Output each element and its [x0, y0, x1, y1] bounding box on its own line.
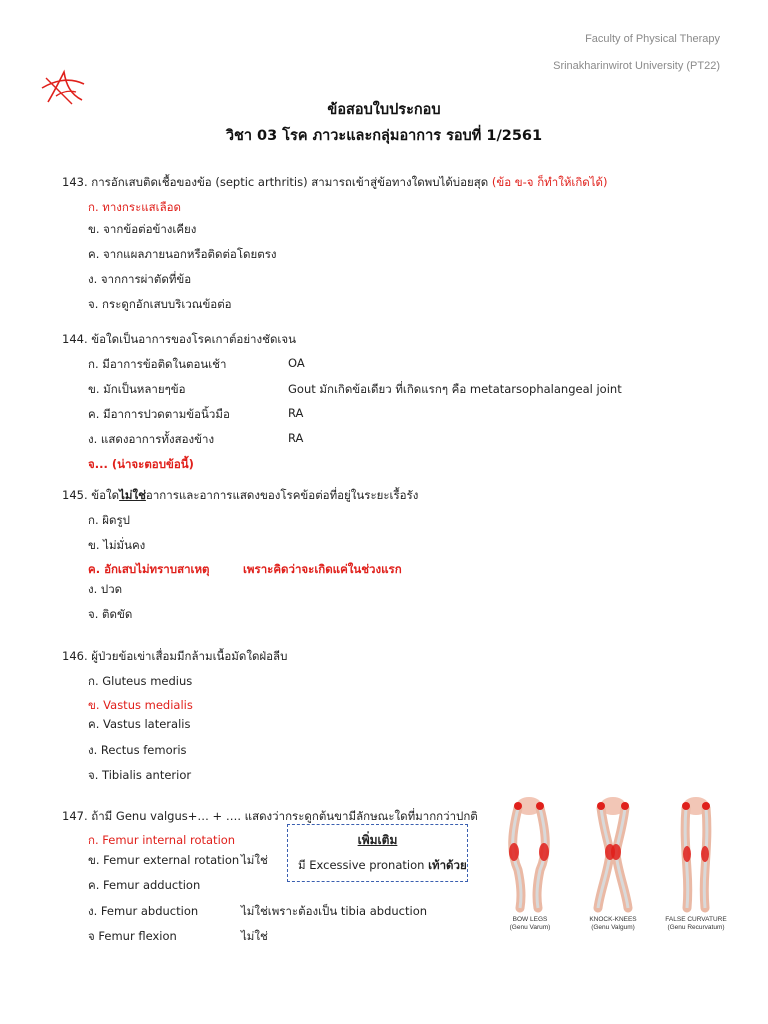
- option-147-c: ค. Femur adduction: [88, 878, 201, 892]
- figure-label-name: BOW LEGS: [512, 916, 548, 923]
- additional-note-prefix: มี: [298, 858, 310, 872]
- option-146-e: จ. Tibialis anterior: [88, 768, 192, 782]
- option-143-c: ค. จากแผลภายนอกหรือติดต่อโดยตรง: [88, 247, 277, 261]
- option-146-a: ก. Gluteus medius: [88, 674, 193, 688]
- option-145-b: ข. ไม่มั่นคง: [88, 538, 146, 552]
- option-144-d: ง. แสดงอาการทั้งสองข้าง: [88, 432, 215, 446]
- option-145-c: ค. อักเสบไม่ทราบสาเหตุ: [88, 562, 210, 576]
- question-147: 147. ถ้ามี Genu valgus+… + …. แสดงว่ากระดูกต้นขามีลักษณะใดที่มากกว่าปกติ: [62, 809, 478, 823]
- question-143: [62, 174, 608, 192]
- option-147-e: จ Femur flexion: [88, 929, 177, 943]
- additional-note-text: [298, 857, 467, 875]
- additional-note-suffix: เท้าด้วย: [428, 858, 467, 872]
- question-note: (ข้อ ข-จ ก็ทำให้เกิดได้): [491, 175, 608, 189]
- additional-note-main: Excessive pronation: [309, 858, 429, 872]
- option-144-c: ค. มีอาการปวดตามข้อนิ้วมือ: [88, 407, 230, 421]
- knock-knees-illustration: [597, 797, 629, 908]
- question-prefix: 145. ข้อใด: [62, 488, 120, 502]
- additional-note-box: [287, 824, 468, 882]
- option-145-a: ก. ผิดรูป: [88, 513, 130, 527]
- question-145: [62, 487, 418, 505]
- figure-label-sub: (Genu Recurvatum): [667, 924, 725, 931]
- option-143-d: ง. จากการผ่าตัดที่ข้อ: [88, 272, 192, 286]
- page-subtitle: วิชา 03 โรค ภาวะและกลุ่มอาการ รอบที่ 1/2561: [225, 128, 543, 144]
- option-143-a: ก. ทางกระแสเลือด: [88, 200, 182, 214]
- leg-deformity-figure: [488, 792, 738, 942]
- option-145-d: ง. ปวด: [88, 582, 123, 596]
- option-146-c: ค. Vastus lateralis: [88, 717, 191, 731]
- header-faculty: Faculty of Physical Therapy: [585, 33, 720, 45]
- option-146-b: ข. Vastus medialis: [88, 698, 193, 712]
- question-text: 143. การอักเสบติดเชื้อของข้อ (septic arthritis) สามารถเข้าสู่ข้อทางใดพบได้บ่อยสุด: [62, 175, 489, 189]
- question-146: 146. ผู้ป่วยข้อเข่าเสื่อมมีกล้ามเนื้อมัดใดฝ่อลีบ: [62, 649, 288, 663]
- question-emphasis: ไม่ใช่: [119, 488, 146, 502]
- note-144-b: Gout มักเกิดข้อเดียว ที่เกิดแรกๆ คือ metatarsophalangeal joint: [288, 382, 622, 396]
- figure-label-sub: (Genu Valgum): [591, 924, 635, 931]
- additional-note-title: เพิ่มเติม: [357, 833, 398, 847]
- note-144-c: RA: [288, 406, 304, 420]
- option-144-b: ข. มักเป็นหลายๆข้อ: [88, 382, 186, 396]
- figure-label-false-curvature: [658, 916, 734, 932]
- note-144-a: OA: [288, 356, 305, 370]
- option-146-d: ง. Rectus femoris: [88, 743, 187, 757]
- option-144-a: ก. มีอาการข้อติดในตอนเช้า: [88, 357, 227, 371]
- option-147-a: ก. Femur internal rotation: [88, 833, 236, 847]
- note-145-c: เพราะคิดว่าจะเกิดแค่ในช่วงแรก: [243, 562, 402, 576]
- option-143-b: ข. จากข้อต่อข้างเคียง: [88, 222, 197, 236]
- question-144: 144. ข้อใดเป็นอาการของโรคเกาต์อย่างชัดเจน: [62, 332, 296, 346]
- figure-label-name: KNOCK-KNEES: [589, 916, 637, 923]
- note-147-d: ไม่ใช่เพราะต้องเป็น tibia abduction: [241, 904, 428, 918]
- note-147-b: ไม่ใช่: [241, 853, 268, 867]
- page-title: ข้อสอบใบประกอบ: [327, 102, 441, 118]
- option-147-b: ข. Femur external rotation: [88, 853, 240, 867]
- figure-label-knock-knees: [581, 916, 645, 932]
- note-144-d: RA: [288, 431, 304, 445]
- note-147-e: ไม่ใช่: [241, 929, 268, 943]
- figure-label-bow-legs: [498, 916, 562, 932]
- option-144-e: จ... (น่าจะตอบข้อนี้): [88, 457, 194, 471]
- figure-label-name: FALSE CURVATURE: [665, 916, 727, 923]
- option-145-e: จ. ติดขัด: [88, 607, 133, 621]
- bow-legs-illustration: [509, 797, 549, 908]
- figure-label-sub: (Genu Varum): [509, 924, 551, 931]
- false-curvature-illustration: [682, 797, 710, 908]
- legs-illustration-icon: [488, 792, 738, 914]
- option-147-d: ง. Femur abduction: [88, 904, 199, 918]
- option-143-e: จ. กระดูกอักเสบบริเวณข้อต่อ: [88, 297, 232, 311]
- question-suffix: อาการและอาการแสดงของโรคข้อต่อที่อยู่ในระยะเรื้อรัง: [145, 488, 419, 502]
- header-university: Srinakharinwirot University (PT22): [553, 60, 720, 72]
